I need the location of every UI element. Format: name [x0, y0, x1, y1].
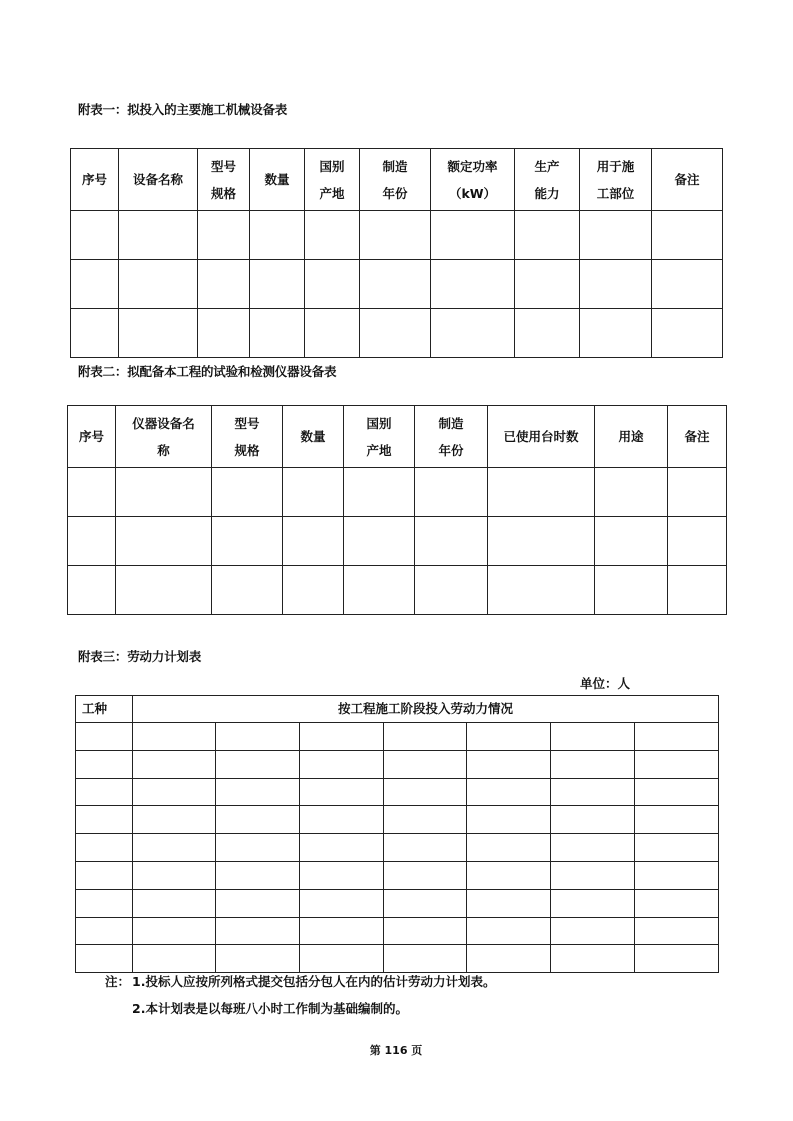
- table-cell[interactable]: [635, 834, 719, 862]
- header-cell: [119, 149, 198, 211]
- table-cell[interactable]: [68, 468, 116, 517]
- table3-title: 附表三：劳动力计划表: [78, 649, 202, 664]
- table-cell[interactable]: [216, 861, 300, 889]
- header-cell: [283, 406, 344, 468]
- table-cell[interactable]: [119, 211, 198, 260]
- table-cell[interactable]: [652, 309, 723, 358]
- table-cell[interactable]: [467, 778, 551, 806]
- header-label-line2: 称: [157, 442, 170, 458]
- header-cell: [360, 149, 431, 211]
- table-cell[interactable]: [635, 917, 719, 945]
- table-cell[interactable]: [467, 861, 551, 889]
- header-stages-label: 按工程施工阶段投入劳动力情况: [338, 701, 514, 716]
- header-cell: [668, 406, 727, 468]
- table-cell[interactable]: [216, 917, 300, 945]
- header-label-line1: 数量: [300, 429, 326, 444]
- table-cell[interactable]: [116, 468, 212, 517]
- header-cell: [431, 149, 515, 211]
- table-cell[interactable]: [71, 309, 119, 358]
- table-cell[interactable]: [216, 889, 300, 917]
- note-line-2: 2.本计划表是以每班八小时工作制为基础编制的。: [132, 1001, 408, 1016]
- table-cell[interactable]: [133, 889, 216, 917]
- table-cell[interactable]: [344, 468, 415, 517]
- header-cell: [515, 149, 580, 211]
- table-cell[interactable]: [551, 889, 635, 917]
- table-cell[interactable]: [300, 945, 384, 973]
- table-row: [68, 566, 727, 615]
- table-cell[interactable]: [216, 945, 300, 973]
- table-cell[interactable]: [212, 566, 283, 615]
- table-row: [71, 309, 723, 358]
- table-cell[interactable]: [76, 945, 133, 973]
- header-label-line1: 仪器设备名: [132, 415, 195, 431]
- table-cell[interactable]: [635, 750, 719, 778]
- table-row: [76, 889, 719, 917]
- table-cell[interactable]: [551, 917, 635, 945]
- table-cell[interactable]: [76, 889, 133, 917]
- table-cell[interactable]: [68, 566, 116, 615]
- header-label-line1: 型号: [210, 158, 236, 174]
- table2-title: 附表二：拟配备本工程的试验和检测仪器设备表: [78, 364, 337, 379]
- table-cell[interactable]: [415, 468, 488, 517]
- table-cell[interactable]: [580, 211, 652, 260]
- table-cell[interactable]: [595, 517, 668, 566]
- note-line-1: 1.投标人应按所列格式提交包括分包人在内的估计劳动力计划表。: [132, 974, 496, 989]
- table-row: [71, 211, 723, 260]
- table-cell[interactable]: [431, 260, 515, 309]
- table-cell[interactable]: [119, 309, 198, 358]
- header-label-line1: 国别: [366, 415, 392, 431]
- table-cell[interactable]: [68, 517, 116, 566]
- table-cell[interactable]: [133, 834, 216, 862]
- table1-header-row: [71, 149, 723, 211]
- table-cell[interactable]: [212, 468, 283, 517]
- table-cell[interactable]: [635, 861, 719, 889]
- table-row: [76, 723, 719, 751]
- table-cell[interactable]: [216, 834, 300, 862]
- table-cell[interactable]: [467, 945, 551, 973]
- table-cell[interactable]: [133, 861, 216, 889]
- table-cell[interactable]: [216, 778, 300, 806]
- header-label-line2: 年份: [438, 442, 464, 458]
- table-cell[interactable]: [76, 917, 133, 945]
- header-cell: [250, 149, 305, 211]
- table-cell[interactable]: [250, 309, 305, 358]
- table-row: [71, 260, 723, 309]
- header-cell: [652, 149, 723, 211]
- table-cell[interactable]: [467, 917, 551, 945]
- table-cell[interactable]: [652, 211, 723, 260]
- table-cell[interactable]: [283, 566, 344, 615]
- header-label-line2: 能力: [534, 185, 560, 201]
- table-cell[interactable]: [551, 723, 635, 751]
- table-cell[interactable]: [133, 945, 216, 973]
- table-row: [68, 517, 727, 566]
- header-label-line1: 数量: [264, 172, 290, 187]
- table-cell[interactable]: [250, 260, 305, 309]
- table-cell[interactable]: [595, 468, 668, 517]
- table-cell[interactable]: [668, 517, 727, 566]
- table-row: [76, 778, 719, 806]
- header-label-line2: 规格: [210, 185, 236, 201]
- table-cell[interactable]: [344, 517, 415, 566]
- header-label-line1: 国别: [319, 158, 345, 174]
- header-cell: [305, 149, 360, 211]
- header-cell: [488, 406, 595, 468]
- table-cell[interactable]: [652, 260, 723, 309]
- table-cell[interactable]: [635, 778, 719, 806]
- table-cell[interactable]: [71, 260, 119, 309]
- header-label-line1: 用途: [618, 429, 644, 444]
- table-cell[interactable]: [133, 778, 216, 806]
- table-cell[interactable]: [595, 566, 668, 615]
- table-cell[interactable]: [384, 889, 467, 917]
- header-cell: [595, 406, 668, 468]
- table-cell[interactable]: [133, 750, 216, 778]
- table-cell[interactable]: [216, 750, 300, 778]
- table-cell[interactable]: [116, 566, 212, 615]
- table-cell[interactable]: [580, 260, 652, 309]
- table-cell[interactable]: [668, 468, 727, 517]
- table-cell[interactable]: [551, 778, 635, 806]
- table-cell[interactable]: [384, 834, 467, 862]
- table-cell[interactable]: [198, 309, 250, 358]
- header-label-line1: 备注: [674, 172, 700, 187]
- header-label-line1: 备注: [684, 429, 710, 444]
- table-cell[interactable]: [133, 806, 216, 834]
- table-row: [76, 861, 719, 889]
- table-row: [76, 945, 719, 973]
- table-cell[interactable]: [360, 211, 431, 260]
- header-label-line1: 生产: [534, 158, 560, 174]
- unit-label: 单位：人: [580, 676, 631, 691]
- table-cell[interactable]: [467, 806, 551, 834]
- table-cell[interactable]: [668, 566, 727, 615]
- table-cell[interactable]: [467, 834, 551, 862]
- table-row: [68, 468, 727, 517]
- header-cell: [68, 406, 116, 468]
- header-label-line1: 额定功率: [447, 158, 498, 174]
- header-cell-stages: [133, 696, 719, 723]
- table-cell[interactable]: [467, 723, 551, 751]
- table-cell[interactable]: [384, 723, 467, 751]
- header-cell: [344, 406, 415, 468]
- header-label-line1: 序号: [81, 172, 107, 187]
- table-cell[interactable]: [384, 750, 467, 778]
- header-trade-label: 工种: [82, 701, 108, 716]
- table-cell[interactable]: [76, 834, 133, 862]
- table-cell[interactable]: [360, 309, 431, 358]
- table-row: [76, 834, 719, 862]
- header-label-line1: 制造: [382, 158, 408, 174]
- header-label-line1: 已使用台时数: [503, 429, 579, 444]
- table-cell[interactable]: [76, 778, 133, 806]
- table-cell[interactable]: [76, 861, 133, 889]
- header-cell: [212, 406, 283, 468]
- table-cell[interactable]: [133, 723, 216, 751]
- table-cell[interactable]: [515, 211, 580, 260]
- table-cell[interactable]: [119, 260, 198, 309]
- table-row: [76, 750, 719, 778]
- table-cell[interactable]: [76, 750, 133, 778]
- table3-header-row: [76, 696, 719, 723]
- table-cell[interactable]: [515, 260, 580, 309]
- table-cell[interactable]: [384, 861, 467, 889]
- table-cell[interactable]: [415, 566, 488, 615]
- equipment-table: [70, 148, 723, 358]
- table-cell[interactable]: [305, 260, 360, 309]
- table-cell[interactable]: [300, 750, 384, 778]
- header-label-line2: 年份: [382, 185, 408, 201]
- table-cell[interactable]: [216, 806, 300, 834]
- table-cell[interactable]: [635, 806, 719, 834]
- table-cell[interactable]: [488, 517, 595, 566]
- table-cell[interactable]: [216, 723, 300, 751]
- table-cell[interactable]: [551, 806, 635, 834]
- table-cell[interactable]: [344, 566, 415, 615]
- table-cell[interactable]: [551, 945, 635, 973]
- header-label-line1: 用于施: [596, 158, 635, 174]
- header-label-line1: 制造: [438, 415, 464, 431]
- table-cell[interactable]: [488, 468, 595, 517]
- table-cell[interactable]: [515, 309, 580, 358]
- page-number: 第 116 页: [369, 1044, 423, 1057]
- header-label-line2: （kW）: [448, 185, 497, 201]
- header-cell: [116, 406, 212, 468]
- table-cell[interactable]: [635, 723, 719, 751]
- table-cell[interactable]: [300, 917, 384, 945]
- table-cell[interactable]: [635, 945, 719, 973]
- header-cell: [71, 149, 119, 211]
- table-cell[interactable]: [384, 945, 467, 973]
- table-cell[interactable]: [551, 861, 635, 889]
- table-cell[interactable]: [300, 778, 384, 806]
- header-label-line2: 规格: [234, 442, 260, 458]
- table-cell[interactable]: [71, 211, 119, 260]
- header-label-line1: 型号: [234, 415, 260, 431]
- table-cell[interactable]: [431, 309, 515, 358]
- table2-header-row: [68, 406, 727, 468]
- table-cell[interactable]: [198, 260, 250, 309]
- table-row: [76, 806, 719, 834]
- table-cell[interactable]: [580, 309, 652, 358]
- header-label-line1: 序号: [78, 429, 104, 444]
- table-cell[interactable]: [300, 861, 384, 889]
- note-label: 注：: [105, 974, 131, 989]
- table1-title: 附表一：拟投入的主要施工机械设备表: [78, 102, 288, 117]
- header-label-line2: 产地: [366, 442, 392, 458]
- table-row: [76, 917, 719, 945]
- table-cell[interactable]: [415, 517, 488, 566]
- table-cell[interactable]: [76, 723, 133, 751]
- table-cell[interactable]: [133, 917, 216, 945]
- table-cell[interactable]: [250, 211, 305, 260]
- table-cell[interactable]: [116, 517, 212, 566]
- table-cell[interactable]: [635, 889, 719, 917]
- table-cell[interactable]: [488, 566, 595, 615]
- table-cell[interactable]: [384, 806, 467, 834]
- table-cell[interactable]: [551, 834, 635, 862]
- table-cell[interactable]: [300, 889, 384, 917]
- table-cell[interactable]: [300, 806, 384, 834]
- table-cell[interactable]: [300, 723, 384, 751]
- table-cell[interactable]: [198, 211, 250, 260]
- header-cell-trade: [76, 696, 133, 723]
- table-cell[interactable]: [305, 211, 360, 260]
- table-cell[interactable]: [467, 889, 551, 917]
- instrument-table: [67, 405, 727, 615]
- table-cell[interactable]: [467, 750, 551, 778]
- table-cell[interactable]: [305, 309, 360, 358]
- header-cell: [415, 406, 488, 468]
- table-cell[interactable]: [384, 917, 467, 945]
- header-label-line2: 产地: [319, 185, 345, 201]
- header-label-line1: 设备名称: [132, 172, 183, 187]
- table-cell[interactable]: [431, 211, 515, 260]
- table-cell[interactable]: [212, 517, 283, 566]
- table-cell[interactable]: [384, 778, 467, 806]
- table-cell[interactable]: [283, 468, 344, 517]
- table-cell[interactable]: [300, 834, 384, 862]
- header-cell: [198, 149, 250, 211]
- header-label-line2: 工部位: [596, 185, 635, 201]
- labor-plan-table: [75, 695, 719, 973]
- header-cell: [580, 149, 652, 211]
- table-cell[interactable]: [76, 806, 133, 834]
- table-cell[interactable]: [360, 260, 431, 309]
- table-cell[interactable]: [283, 517, 344, 566]
- table-cell[interactable]: [551, 750, 635, 778]
